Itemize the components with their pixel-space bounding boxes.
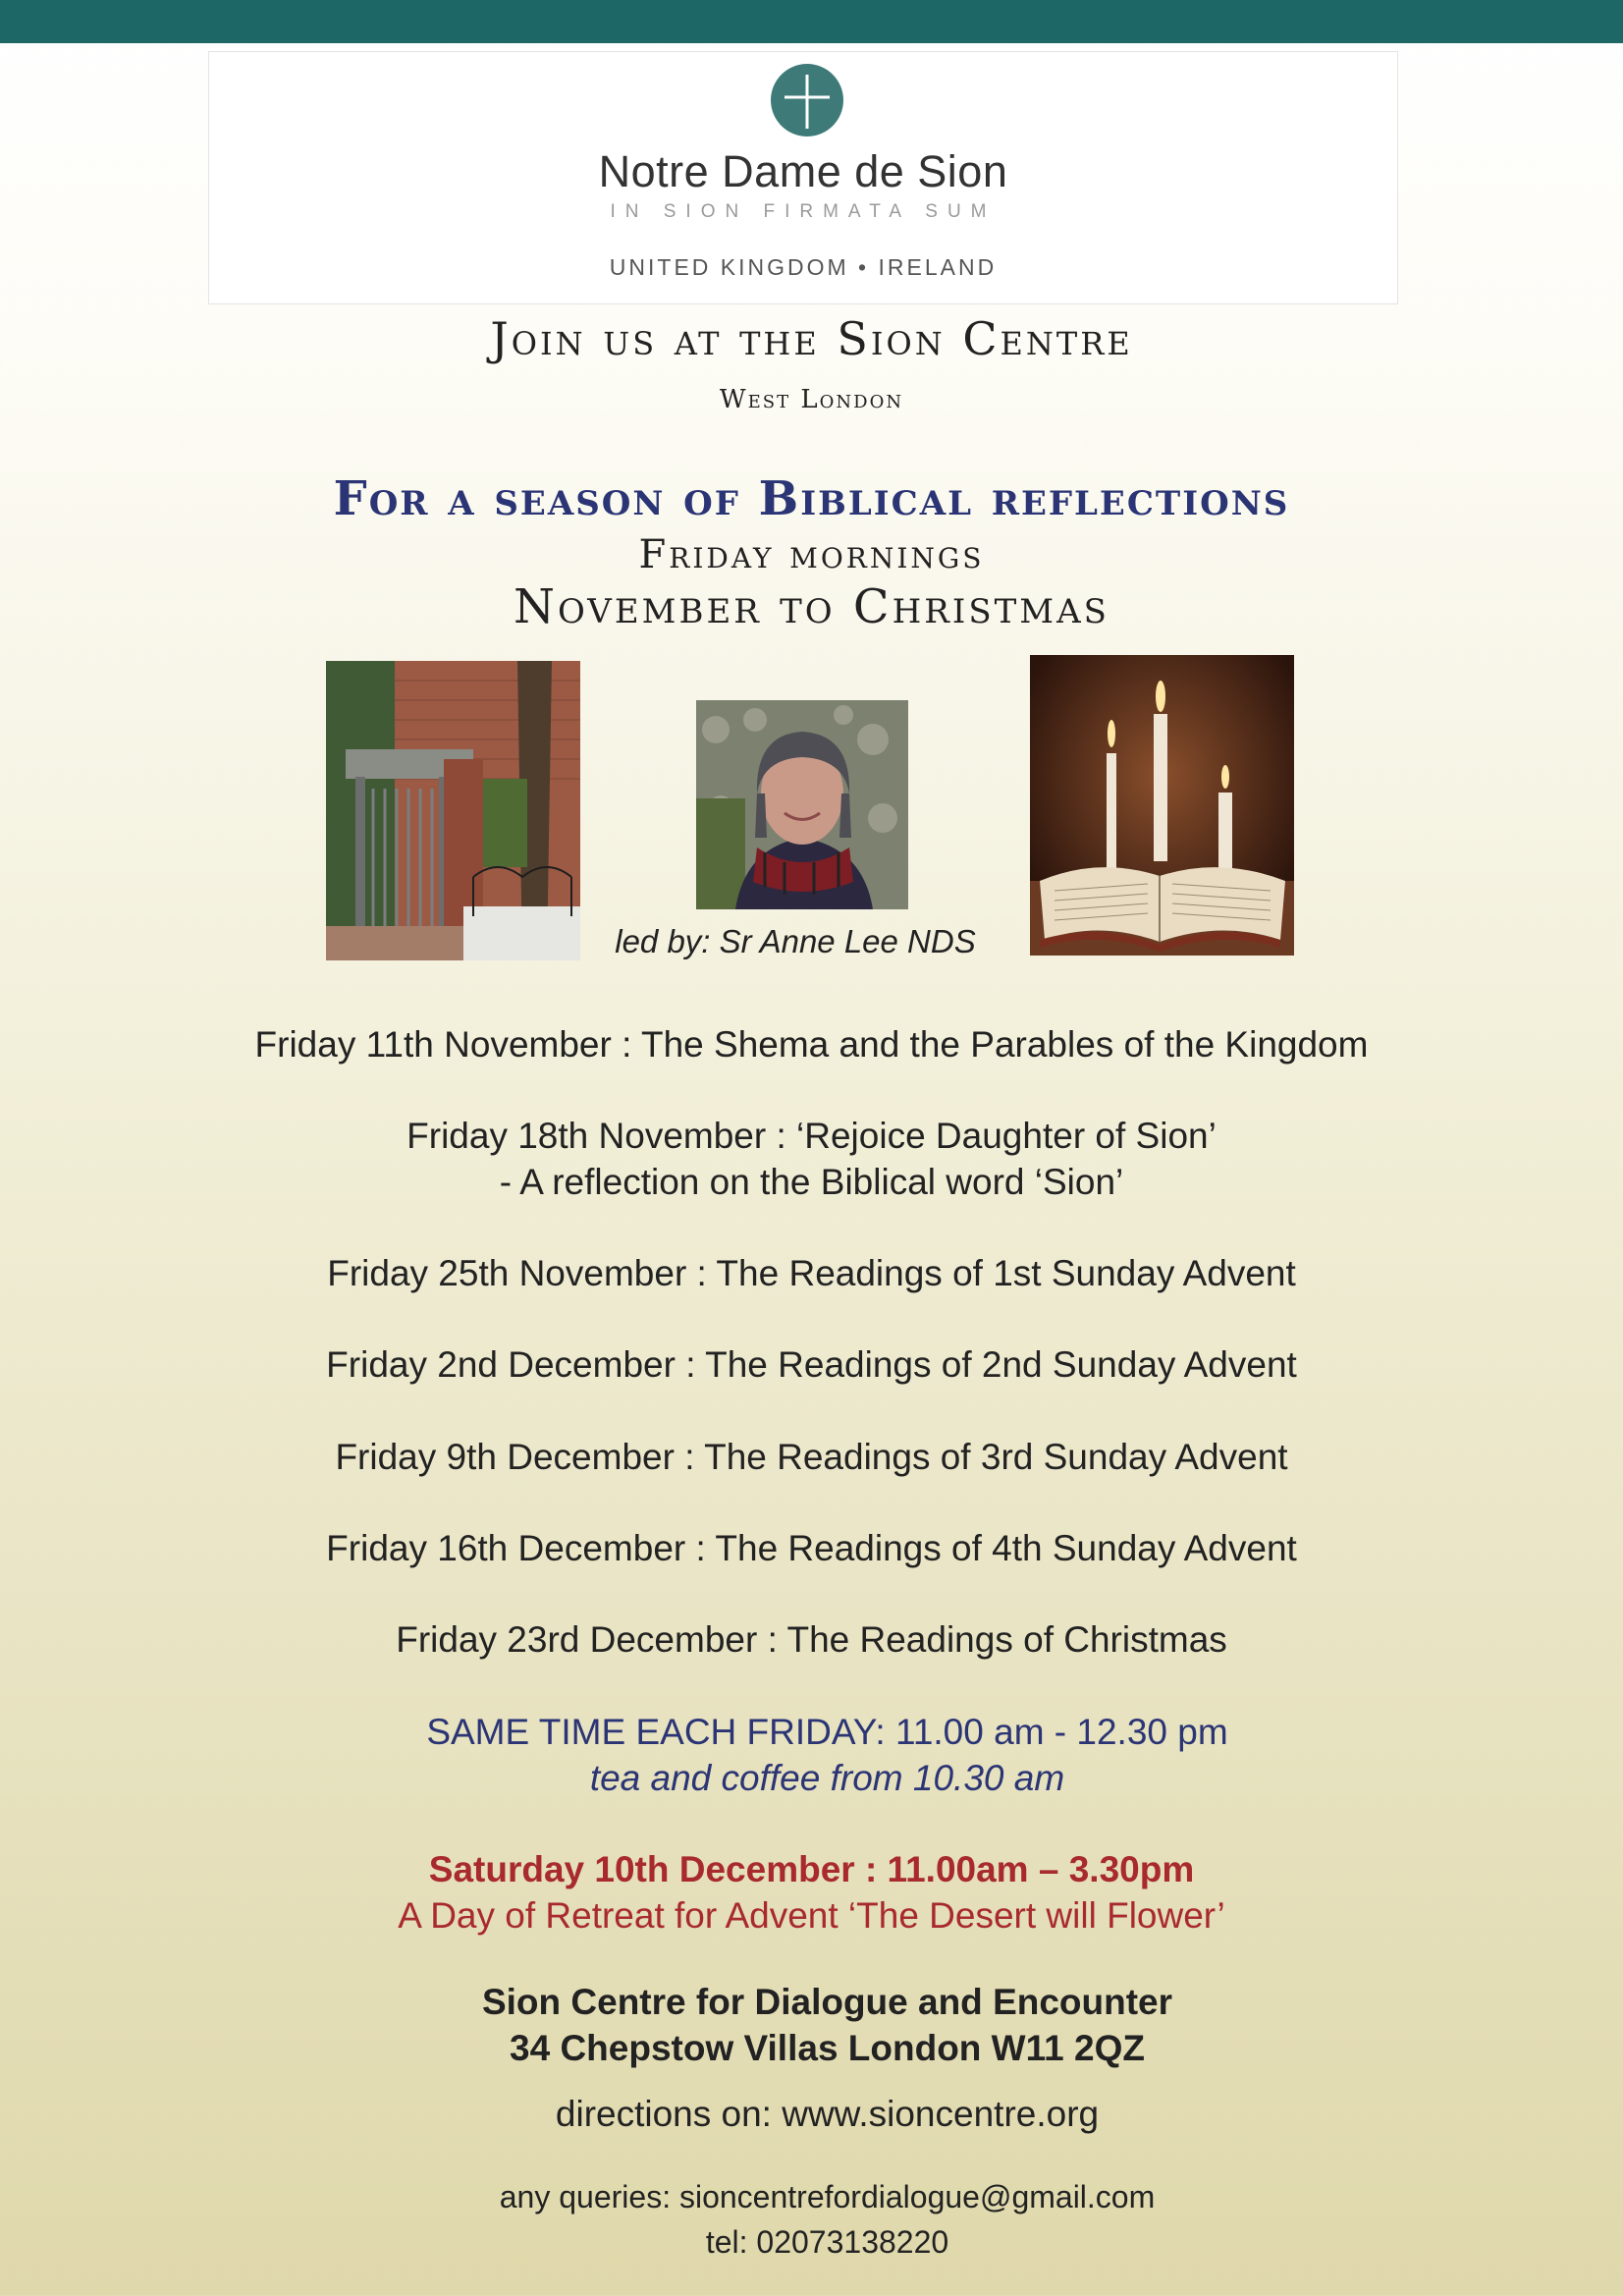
schedule-item: Friday 23rd December : The Readings of Christmas (396, 1619, 1227, 1660)
schedule-item: Friday 11th November : The Shema and the Parables of the Kingdom (254, 1024, 1369, 1065)
when-subheading: Friday mornings (638, 532, 985, 577)
org-name: Notre Dame de Sion (598, 146, 1008, 196)
retreat-title: A Day of Retreat for Advent ‘The Desert will Flower’ (398, 1895, 1225, 1936)
leader-caption: led by: Sr Anne Lee NDS (615, 923, 976, 959)
telephone: tel: 02073138220 (705, 2224, 949, 2260)
top-color-bar (0, 0, 1623, 43)
session-time: SAME TIME EACH FRIDAY: 11.00 am - 12.30 pm (426, 1712, 1228, 1752)
org-region: UNITED KINGDOM • IRELAND (609, 254, 998, 280)
org-motto: IN SION FIRMATA SUM (610, 201, 997, 222)
season-heading: For a season of Biblical reflections (333, 471, 1290, 526)
queries-email[interactable]: any queries: sioncentrefordialogue@gmail.com (499, 2179, 1156, 2214)
tea-coffee-note: tea and coffee from 10.30 am (589, 1758, 1065, 1798)
directions-link[interactable]: directions on: www.sioncentre.org (555, 2094, 1100, 2134)
venue-name: Sion Centre for Dialogue and Encounter (481, 1982, 1173, 2022)
schedule-item: Friday 2nd December : The Readings of 2nd Sunday Advent (326, 1344, 1297, 1385)
bible-candles-photo (1030, 655, 1294, 956)
venue-address: 34 Chepstow Villas London W11 2QZ (510, 2028, 1145, 2068)
sion-centre-gate-photo (326, 661, 580, 960)
schedule-item-subline: - A reflection on the Biblical word ‘Sion’ (499, 1162, 1124, 1202)
join-heading: Join us at the Sion Centre (490, 312, 1133, 365)
period-subheading: November to Christmas (514, 579, 1109, 634)
retreat-date: Saturday 10th December : 11.00am – 3.30pm (428, 1849, 1195, 1889)
schedule-item: Friday 9th December : The Readings of 3rd Sunday Advent (335, 1437, 1288, 1477)
schedule-item: Friday 16th December : The Readings of 4th Sunday Advent (326, 1528, 1297, 1568)
schedule-item: Friday 18th November : ‘Rejoice Daughter of Sion’ (406, 1116, 1217, 1156)
schedule-item: Friday 25th November : The Readings of 1st Sunday Advent (327, 1253, 1296, 1293)
leader-portrait-photo (696, 700, 908, 909)
location-subheading: West London (719, 385, 904, 414)
cross-logo-icon (771, 64, 843, 137)
logo-banner (208, 51, 1398, 304)
